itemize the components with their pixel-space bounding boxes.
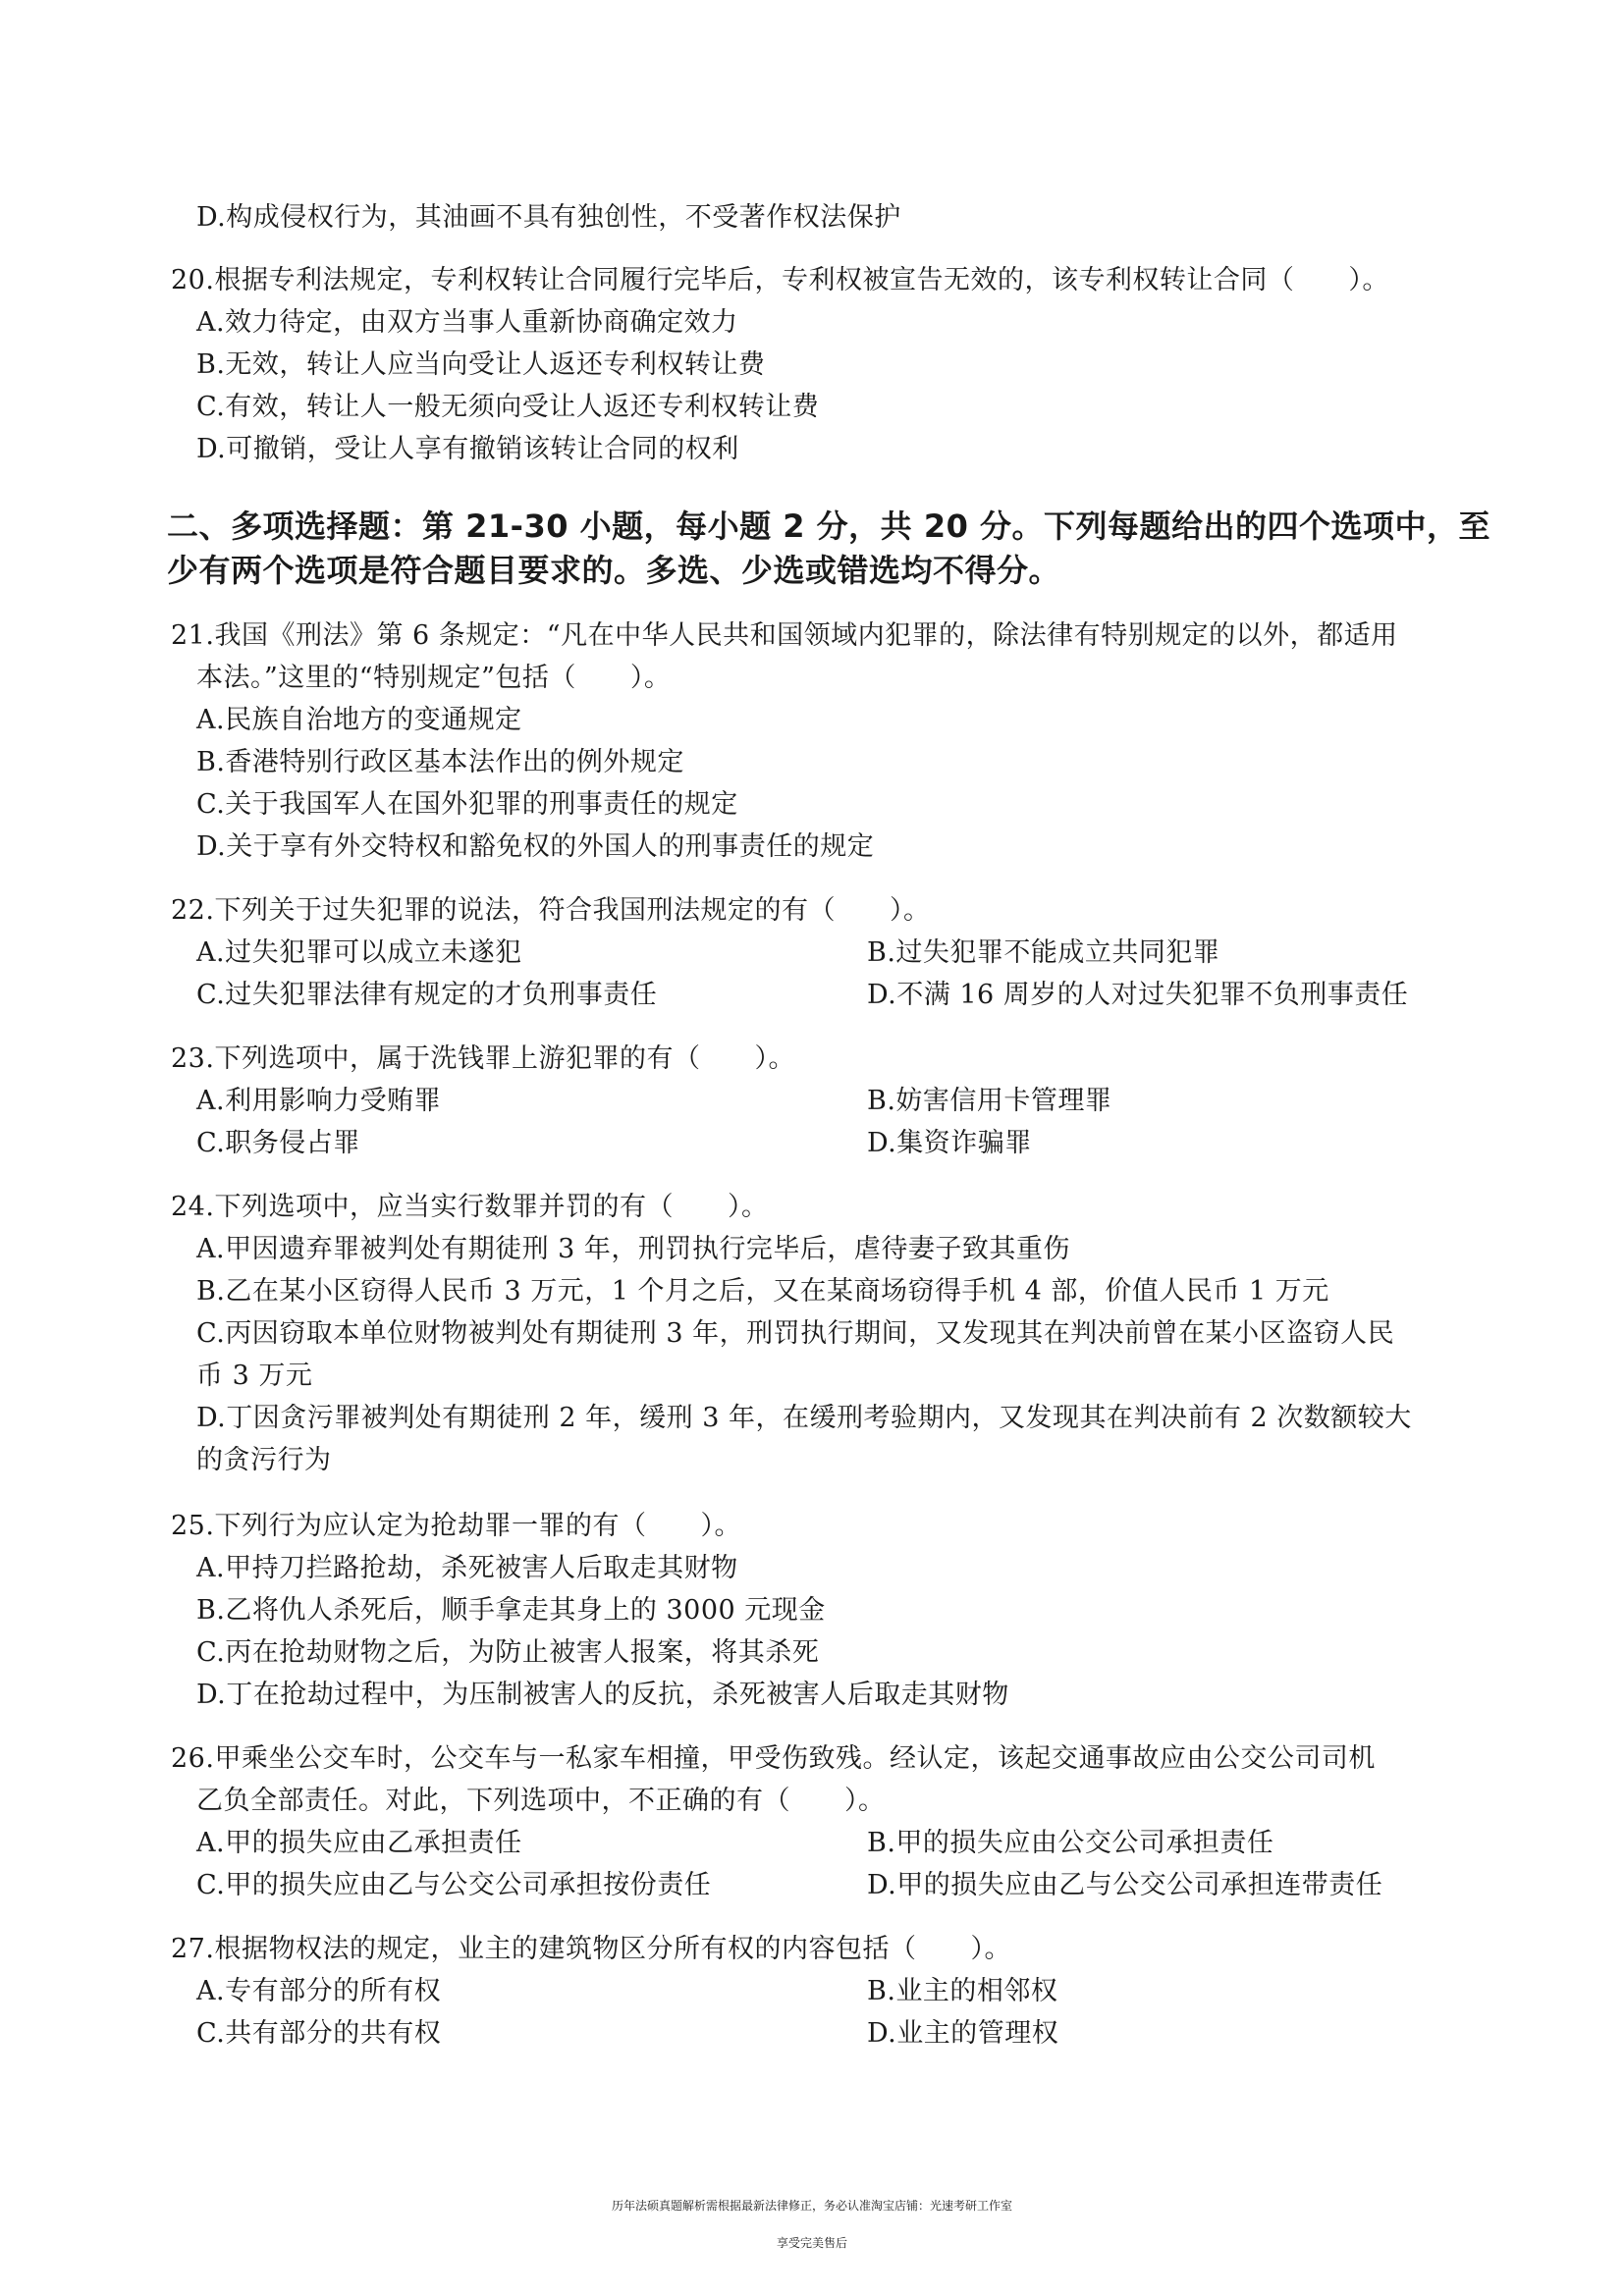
q22-option-c: C.过失犯罪法律有规定的才负刑事责任 [196, 980, 658, 1010]
q23-option-a: A.利用影响力受贿罪 [196, 1086, 442, 1116]
q25-option-d: D.丁在抢劫过程中，为压制被害人的反抗，杀死被害人后取走其财物 [196, 1680, 1009, 1710]
q23-option-b: B.妨害信用卡管理罪 [867, 1086, 1112, 1116]
q25-stem: 25.下列行为应认定为抢劫罪一罪的有（ ）。 [171, 1511, 741, 1541]
q26-option-d: D.甲的损失应由乙与公交公司承担连带责任 [867, 1870, 1383, 1900]
q27-option-c: C.共有部分的共有权 [196, 2018, 442, 2049]
q25-option-c: C.丙在抢劫财物之后，为防止被害人报案，将其杀死 [196, 1637, 820, 1668]
q23-stem: 23.下列选项中，属于洗钱罪上游犯罪的有（ ）。 [171, 1043, 795, 1074]
q23-option-c: C.职务侵占罪 [196, 1128, 360, 1158]
q20-option-c: C.有效，转让人一般无须向受让人返还专利权转让费 [196, 392, 820, 422]
q24-option-c-line-2: 币 3 万元 [196, 1361, 313, 1391]
q27-option-d: D.业主的管理权 [867, 2018, 1059, 2049]
section-2-heading-line-2: 少有两个选项是符合题目要求的。多选、少选或错选均不得分。 [167, 552, 1061, 589]
q21-option-a: A.民族自治地方的变通规定 [196, 705, 522, 735]
q27-option-b: B.业主的相邻权 [867, 1976, 1058, 2006]
q22-stem: 22.下列关于过失犯罪的说法，符合我国刑法规定的有（ ）。 [171, 895, 931, 926]
q20-option-b: B.无效，转让人应当向受让人返还专利权转让费 [196, 349, 766, 380]
q22-option-b: B.过失犯罪不能成立共同犯罪 [867, 937, 1220, 968]
q19-option-d: D.构成侵权行为，其油画不具有独创性，不受著作权法保护 [196, 202, 901, 233]
q20-option-d: D.可撤销，受让人享有撤销该转让合同的权利 [196, 434, 739, 464]
q22-option-a: A.过失犯罪可以成立未遂犯 [196, 937, 522, 968]
q26-stem-line-2: 乙负全部责任。对此，下列选项中，不正确的有（ ）。 [196, 1786, 886, 1816]
footer-notice-line-1: 历年法硕真题解析需根据最新法律修正，务必认准淘宝店铺：光速考研工作室 [611, 2199, 1012, 2213]
q20-option-a: A.效力待定，由双方当事人重新协商确定效力 [196, 307, 738, 338]
q24-option-c-line-1: C.丙因窃取本单位财物被判处有期徒刑 3 年，刑罚执行期间，又发现其在判决前曾在某小区盗窃人民 [196, 1318, 1395, 1349]
q21-option-b: B.香港特别行政区基本法作出的例外规定 [196, 747, 684, 777]
section-2-heading-line-1: 二、多项选择题：第 21-30 小题，每小题 2 分，共 20 分。下列每题给出的四个选项中，至 [167, 507, 1490, 545]
q26-stem-line-1: 26.甲乘坐公交车时，公交车与一私家车相撞，甲受伤致残。经认定，该起交通事故应由公交公司司机 [171, 1743, 1376, 1774]
q27-option-a: A.专有部分的所有权 [196, 1976, 442, 2006]
q24-option-a: A.甲因遗弃罪被判处有期徒刑 3 年，刑罚执行完毕后，虐待妻子致其重伤 [196, 1234, 1070, 1264]
footer-notice-line-2: 享受完美售后 [776, 2236, 847, 2250]
q25-option-b: B.乙将仇人杀死后，顺手拿走其身上的 3000 元现金 [196, 1595, 826, 1626]
q26-option-c: C.甲的损失应由乙与公交公司承担按份责任 [196, 1870, 712, 1900]
q26-option-b: B.甲的损失应由公交公司承担责任 [867, 1828, 1274, 1858]
q27-stem: 27.根据物权法的规定，业主的建筑物区分所有权的内容包括（ ）。 [171, 1934, 1011, 1964]
q20-stem: 20.根据专利法规定，专利权转让合同履行完毕后，专利权被宣告无效的，该专利权转让合同（ ）。 [171, 265, 1389, 295]
q24-option-b: B.乙在某小区窃得人民币 3 万元，1 个月之后，又在某商场窃得手机 4 部，价值人民币 1 万元 [196, 1276, 1329, 1307]
q21-option-c: C.关于我国军人在国外犯罪的刑事责任的规定 [196, 789, 738, 820]
q21-stem-line-2: 本法。”这里的“特别规定”包括（ ）。 [196, 663, 672, 693]
q21-option-d: D.关于享有外交特权和豁免权的外国人的刑事责任的规定 [196, 831, 875, 862]
q24-option-d-line-2: 的贪污行为 [196, 1445, 332, 1475]
q26-option-a: A.甲的损失应由乙承担责任 [196, 1828, 522, 1858]
q23-option-d: D.集资诈骗罪 [867, 1128, 1032, 1158]
q21-stem-line-1: 21.我国《刑法》第 6 条规定：“凡在中华人民共和国领域内犯罪的，除法律有特别规定的以外，都适用 [171, 620, 1398, 651]
q25-option-a: A.甲持刀拦路抢劫，杀死被害人后取走其财物 [196, 1553, 738, 1583]
q24-option-d-line-1: D.丁因贪污罪被判处有期徒刑 2 年，缓刑 3 年，在缓刑考验期内，又发现其在判决前有 2 次数额较大 [196, 1403, 1412, 1433]
q22-option-d: D.不满 16 周岁的人对过失犯罪不负刑事责任 [867, 980, 1409, 1010]
q24-stem: 24.下列选项中，应当实行数罪并罚的有（ ）。 [171, 1192, 769, 1222]
